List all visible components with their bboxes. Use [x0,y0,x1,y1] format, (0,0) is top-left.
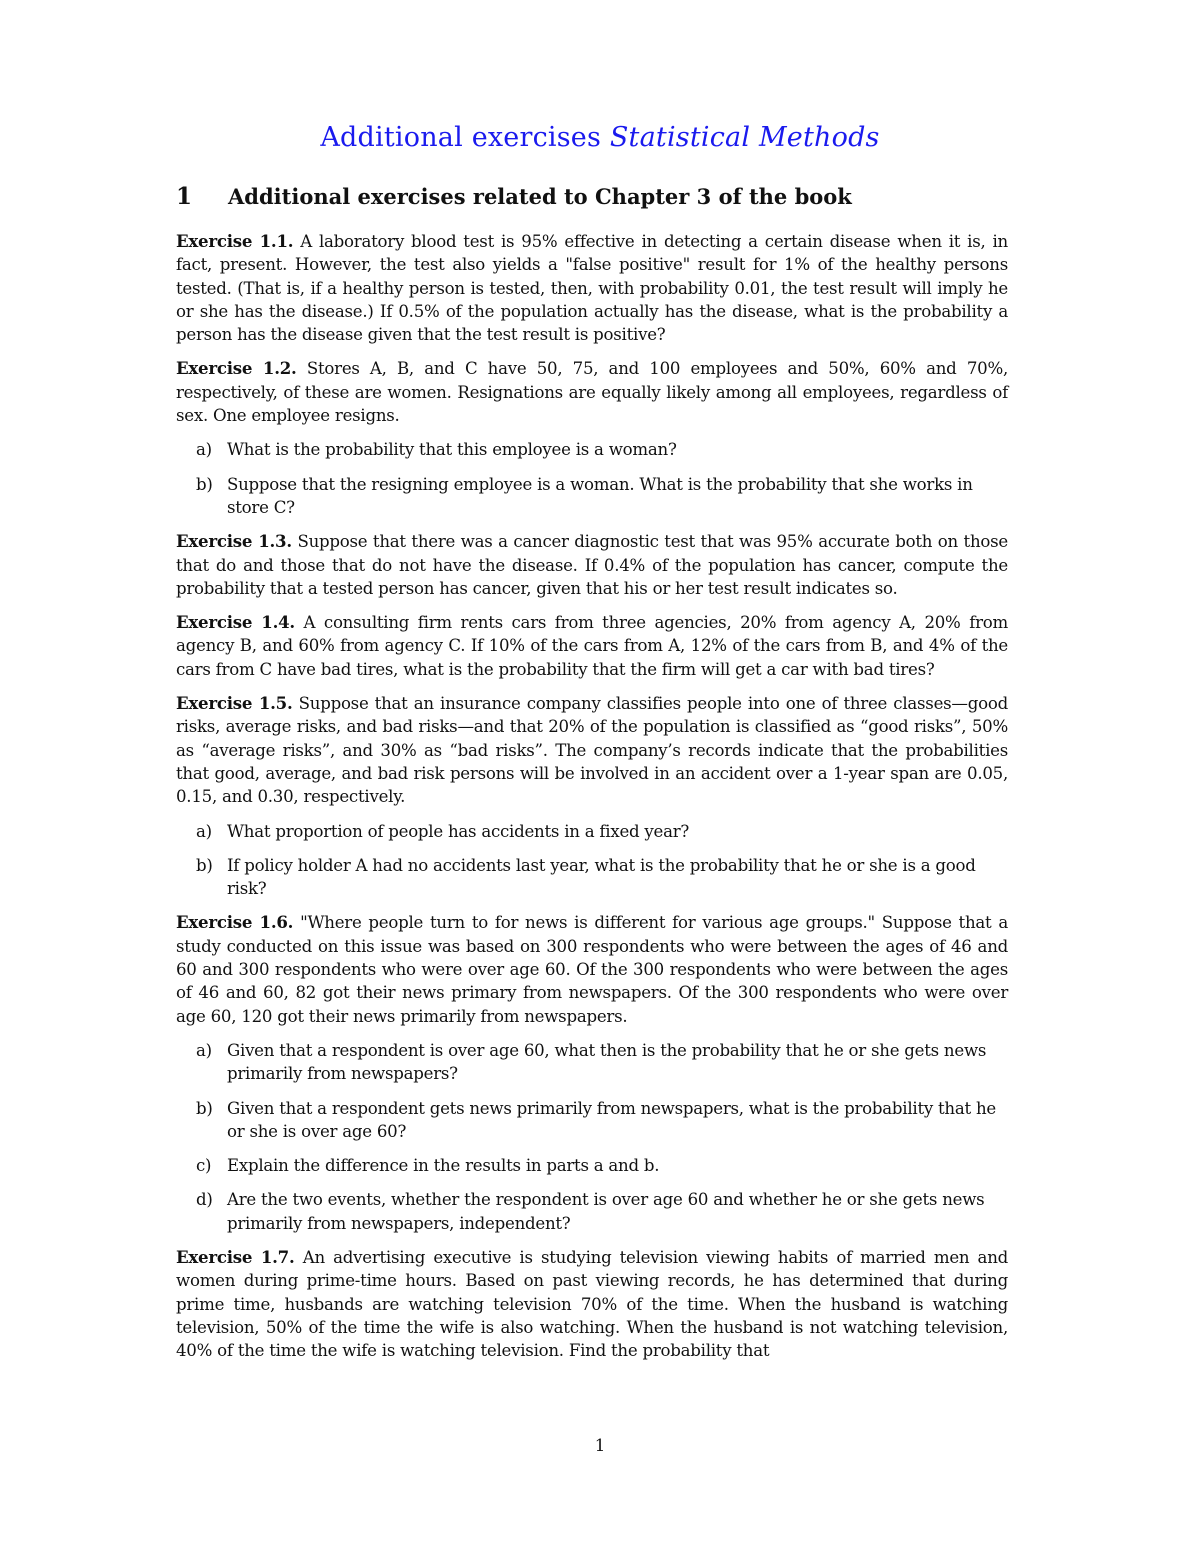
item-text: What is the probability that this employee is a woman? [227,440,677,460]
list-item [176,1188,1008,1235]
item-text: Are the two events, whether the respondent is over age 60 and whether he or she gets news primarily from newspapers, independent? [227,1190,985,1233]
exercise-1-5-items [176,820,1008,901]
exercise-1-2-items [176,438,1008,519]
list-item [176,1039,1008,1086]
exercise-label: Exercise 1.4. [176,612,295,633]
exercise-1-3 [176,530,1008,600]
item-label: a) [196,1040,212,1060]
exercise-text: A consulting firm rents cars from three agencies, 20% from agency A, 20% from agency B, and 60% from agency C. If 10% of the cars from A, 12% of the cars from B, and 4% of the cars from C have bad tires, what is the probability that the firm will get a car with bad tires? [176,613,1008,679]
exercise-text: A laboratory blood test is 95% effective in detecting a certain disease when it is, in fact, present. However, the test also yields a "false positive" result for 1% of the healthy persons tested. (That is, if a healthy person is tested, then, with probability 0.01, the test result will imply he or she has the disease.) If 0.5% of the population actually has the disease, what is the probability a person has the disease given that the test result is positive? [176,232,1008,345]
exercise-1-2 [176,357,1008,427]
item-text: Suppose that the resigning employee is a woman. What is the probability that she works in store C? [227,474,973,517]
item-label: a) [196,440,212,460]
item-text: If policy holder A had no accidents last year, what is the probability that he or she is a good risk? [227,855,976,899]
exercise-text: Stores A, B, and C have 50, 75, and 100 employees and 50%, 60% and 70%, respectively, of these are women. Resignations are equally likely among all employees, regardless of sex. One employee resigns. [176,359,1008,426]
exercise-text: Suppose that there was a cancer diagnostic test that was 95% accurate both on those that do and those that do not have the disease. If 0.4% of the population has cancer, compute the probability that a tested person has cancer, given that his or her test result indicates so. [176,532,1008,598]
item-label: b) [196,1098,213,1118]
item-text: What proportion of people has accidents in a fixed year? [227,821,690,841]
exercise-label: Exercise 1.5. [176,693,293,714]
list-item [176,1154,1008,1177]
item-text: Explain the difference in the results in parts a and b. [227,1156,660,1176]
exercise-text: "Where people turn to for news is different for various age groups." Suppose that a study conducted on this issue was based on 300 respondents who were between the ages of 46 and 60 and 300 respondents who were over age 60. Of the 300 respondents who were between the ages of 46 and 60, 82 got their news primary from newspapers. Of the 300 respondents who were over age 60, 120 got their news primarily from newspapers. [176,913,1008,1026]
list-item [176,473,1008,520]
section-heading [176,183,1026,210]
exercise-label: Exercise 1.6. [176,912,294,933]
exercise-text: Suppose that an insurance company classifies people into one of three classes—good risks, average risks, and bad risks—and that 20% of the population is classified as “good risks”, 50% as “average risks”, and 30% as “bad risks”. The company’s records indicate that the probabilities that good, average, and bad risk persons will be involved in an accident over a 1-year span are 0.05, 0.15, and 0.30, respectively. [176,694,1008,807]
exercise-text: An advertising executive is studying television viewing habits of married men and women during prime-time hours. Based on past viewing records, he has determined that during prime time, husbands are watching television 70% of the time. When the husband is watching television, 50% of the time the wife is also watching. When the husband is not watching television, 40% of the time the wife is watching television. Find the probability that [176,1247,1009,1361]
list-item [176,1097,1008,1144]
section-title: Additional exercises related to Chapter 3 of the book [228,184,852,209]
title-main: Additional exercises [320,122,602,153]
item-label: c) [196,1156,212,1176]
item-label: a) [196,821,212,841]
list-item [176,820,1008,843]
exercise-label: Exercise 1.2. [176,358,297,379]
page-number: 1 [594,1436,606,1455]
exercise-1-6-items [176,1039,1008,1235]
item-text: Given that a respondent is over age 60, what then is the probability that he or she gets news primarily from newspapers? [227,1040,987,1084]
exercise-1-1 [176,230,1008,346]
exercises-body [176,230,1008,1373]
item-label: b) [196,474,213,494]
item-label: d) [196,1190,213,1210]
exercise-label: Exercise 1.1. [176,231,294,251]
page-title [0,122,1200,153]
section-number: 1 [176,183,193,210]
item-label: b) [196,855,213,875]
item-text: Given that a respondent gets news primarily from newspapers, what is the probability that he or she is over age 60? [227,1098,996,1141]
exercise-1-4 [176,611,1008,681]
list-item [176,438,1008,461]
exercise-1-7 [176,1246,1008,1362]
exercise-label: Exercise 1.3. [176,531,292,552]
title-italic: Statistical Methods [609,122,880,153]
exercise-1-6 [176,911,1008,1027]
list-item [176,854,1008,901]
exercise-label: Exercise 1.7. [176,1246,295,1267]
exercise-1-5 [176,692,1008,808]
